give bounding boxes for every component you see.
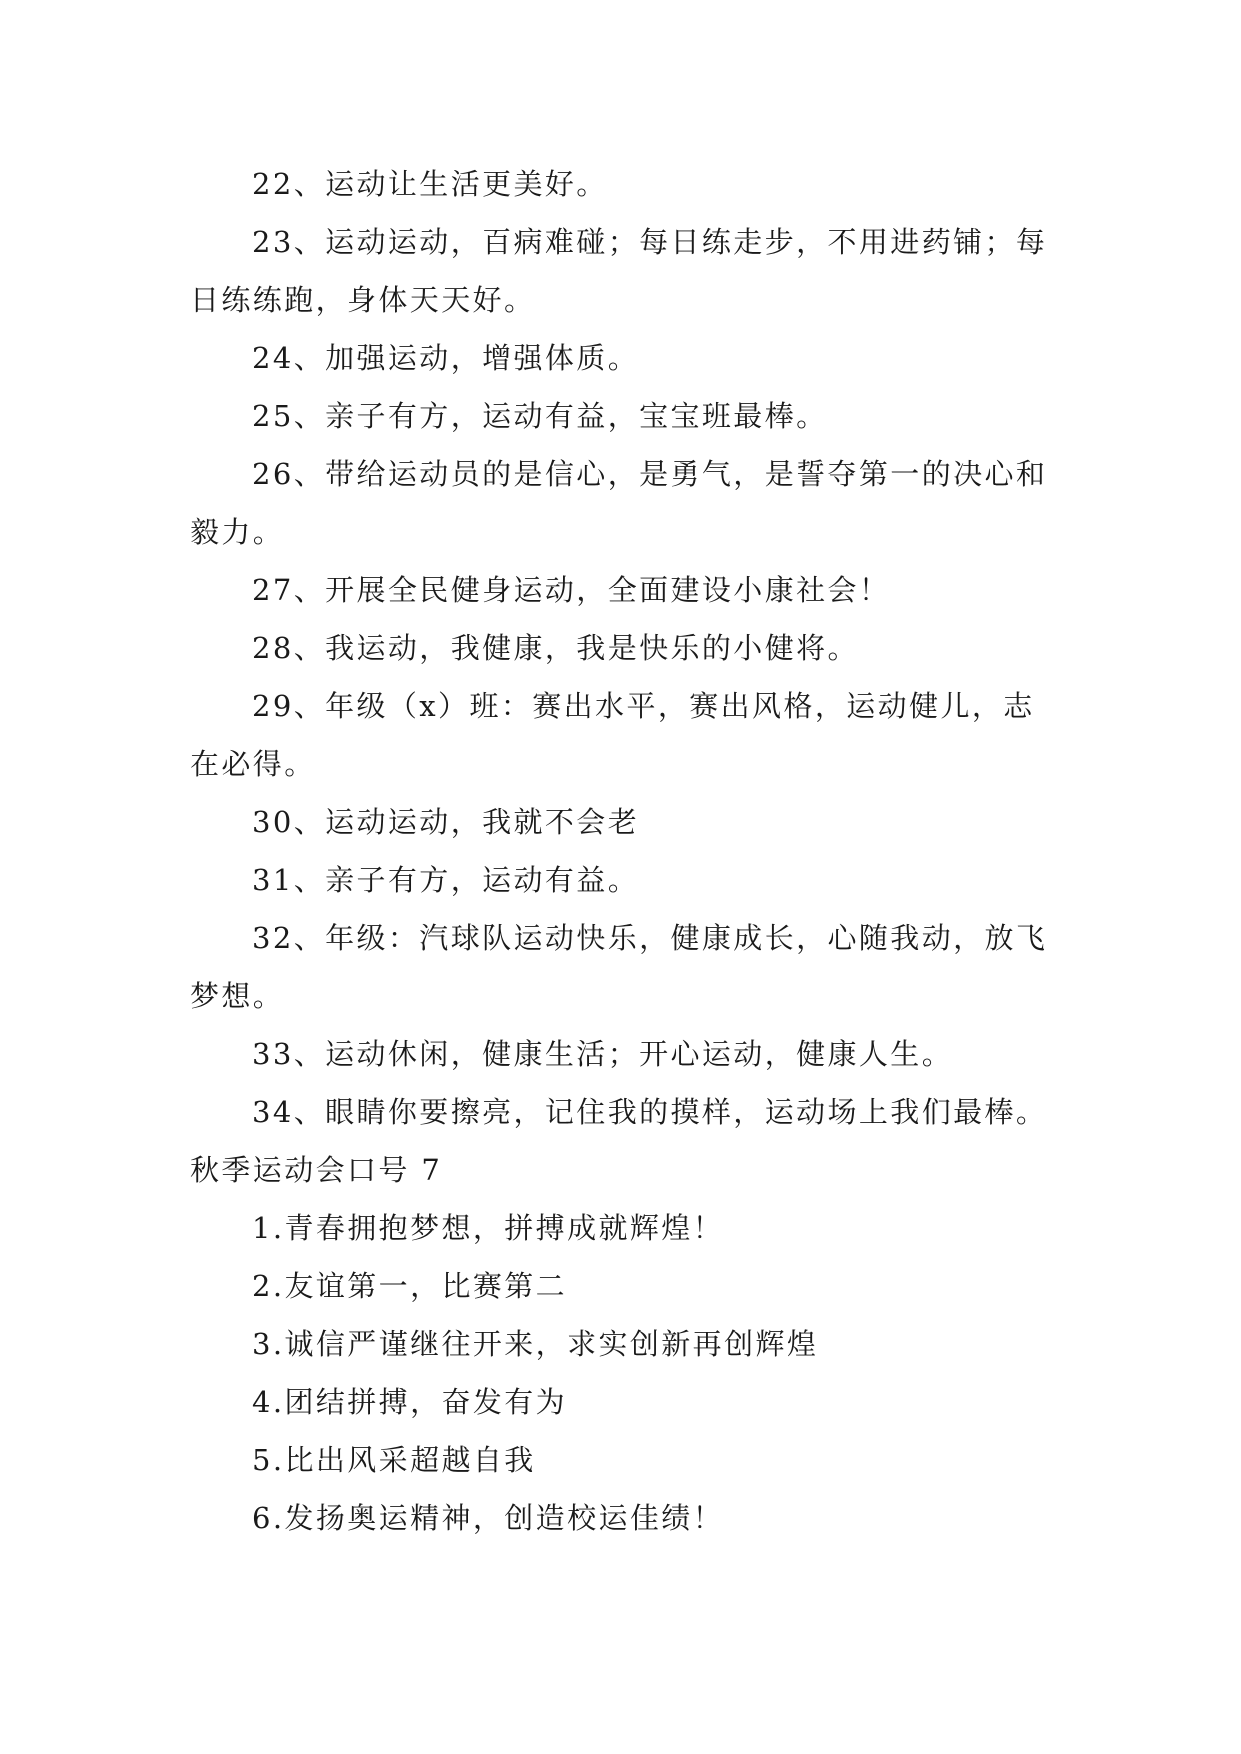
paragraph-slogan-31: 31、亲子有方，运动有益。 [252, 863, 640, 897]
paragraph-slogan-27: 27、开展全民健身运动，全面建设小康社会！ [252, 573, 891, 607]
paragraph-slogan-24: 24、加强运动，增强体质。 [252, 341, 640, 375]
list-item-6: 6.发扬奥运精神，创造校运佳绩！ [252, 1501, 725, 1535]
paragraph-slogan-34: 34、眼睛你要擦亮，记住我的摸样，运动场上我们最棒。 [252, 1095, 1048, 1129]
paragraph-slogan-25: 25、亲子有方，运动有益，宝宝班最棒。 [252, 399, 828, 433]
paragraph-slogan-29: 29、年级（x）班：赛出水平，赛出风格，运动健儿，志在必得。 [190, 689, 1035, 781]
list-item-5: 5.比出风采超越自我 [252, 1443, 536, 1477]
paragraph-slogan-30: 30、运动运动，我就不会老 [252, 805, 640, 839]
section-heading: 秋季运动会口号 7 [190, 1153, 443, 1187]
list-item-3: 3.诚信严谨继往开来，求实创新再创辉煌 [252, 1327, 819, 1361]
paragraph-slogan-26: 26、带给运动员的是信心，是勇气，是誓夺第一的决心和毅力。 [190, 457, 1048, 549]
document-body [190, 155, 1052, 1547]
paragraph-slogan-33: 33、运动休闲，健康生活；开心运动，健康人生。 [252, 1037, 954, 1071]
paragraph-slogan-23: 23、运动运动，百病难碰；每日练走步，不用进药铺；每日练练跑，身体天天好。 [190, 225, 1048, 317]
list-item-4: 4.团结拼搏，奋发有为 [252, 1385, 568, 1419]
list-item-2: 2.友谊第一，比赛第二 [252, 1269, 568, 1303]
paragraph-slogan-22: 22、运动让生活更美好。 [252, 167, 608, 201]
list-item-1: 1.青春拥抱梦想，拼搏成就辉煌！ [252, 1211, 725, 1245]
paragraph-slogan-32: 32、年级：汽球队运动快乐，健康成长，心随我动，放飞梦想。 [190, 921, 1048, 1013]
paragraph-slogan-28: 28、我运动，我健康，我是快乐的小健将。 [252, 631, 859, 665]
